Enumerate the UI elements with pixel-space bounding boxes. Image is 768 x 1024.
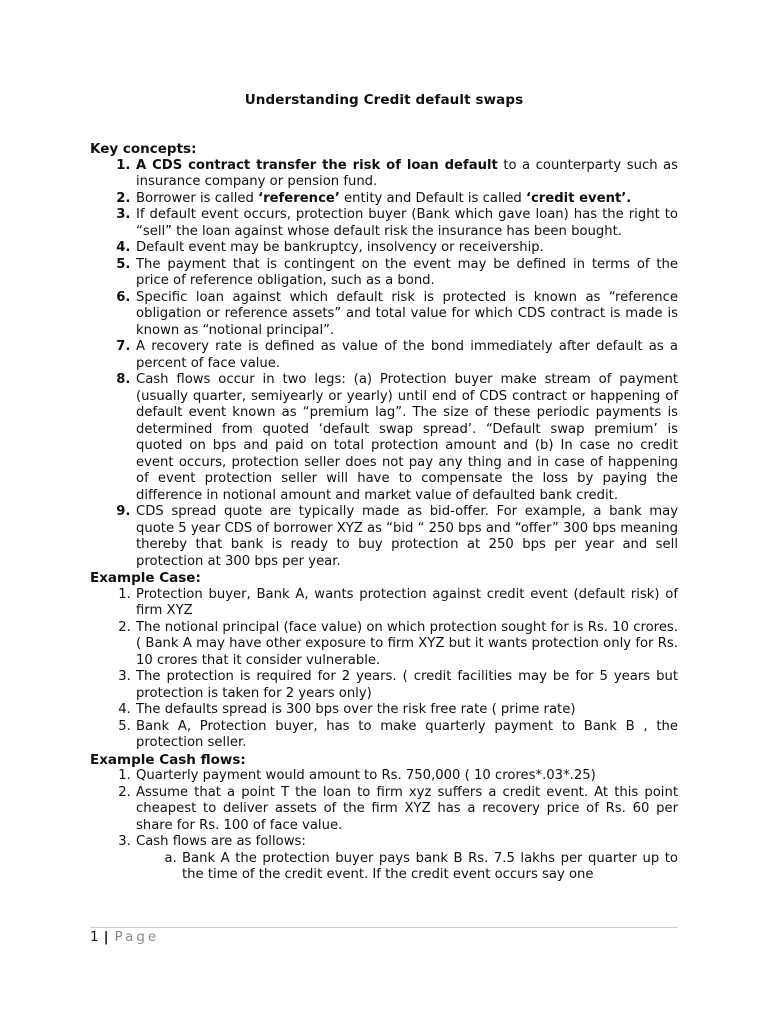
document-body — [90, 141, 678, 884]
list-item: 3. If default event occurs, protection buyer (Bank which gave loan) has the right to “sell” the loan against whose default risk the insurance has been bought. — [135, 207, 678, 240]
list-item: 5. Bank A, Protection buyer, has to make quarterly payment to Bank B , the protection seller. — [135, 719, 678, 752]
sub-list-item: a. Bank A the protection buyer pays bank B Rs. 7.5 lakhs per quarter up to the time of the credit event. If the credit event occurs say one — [181, 851, 678, 884]
example-cash-flows-heading: Example Cash flows: — [90, 751, 246, 768]
list-item: 1. Quarterly payment would amount to Rs. 750,000 ( 10 crores*.03*.25) — [135, 768, 678, 785]
example-cash-flows-list — [90, 768, 678, 884]
example-case-heading: Example Case: — [90, 570, 201, 586]
footer-divider — [90, 927, 678, 928]
list-item: 2. Assume that a point T the loan to firm xyz suffers a credit event. At this point cheapest to deliver assets of the firm XYZ has a recovery price of Rs. 60 per share for Rs. 100 of face value. — [135, 785, 678, 835]
example-case-list — [90, 587, 678, 752]
list-item: 2. Borrower is called ‘reference’ entity and Default is called ‘credit event’. — [135, 191, 678, 208]
list-item: 7. A recovery rate is defined as value of the bond immediately after default as a percent of face value. — [135, 339, 678, 372]
list-item: 4. The defaults spread is 300 bps over the risk free rate ( prime rate) — [135, 702, 678, 719]
list-item: 9. CDS spread quote are typically made as bid-offer. For example, a bank may quote 5 year CDS of borrower XYZ as “bid “ 250 bps and “offer” 300 bps meaning thereby that bank is ready to buy protection at 250 bps per year and sell protection at 300 bps per year. — [135, 504, 678, 570]
document-title: Understanding Credit default swaps — [244, 92, 524, 108]
cash-flows-sub-list — [136, 851, 678, 884]
page-label: Page — [114, 929, 160, 945]
footer-separator: | — [103, 929, 109, 945]
list-item: 6. Specific loan against which default risk is protected is known as “reference obligation or reference assets” and total value for which CDS contract is made is known as “notional principal”. — [135, 290, 678, 340]
list-item: 3. Cash flows are as follows: a. Bank A the protection buyer pays bank B Rs. 7.5 lakhs per quarter up to the time of the credit event. If the credit event occurs say one — [135, 834, 678, 884]
list-item: 8. Cash flows occur in two legs: (a) Protection buyer make stream of payment (usually quarter, semiyearly or yearly) until end of CDS contract or happening of default event known as “premium lag”. The size of these periodic payments is determined from quoted ‘default swap spread’. “Default swap premium’ is quoted on bps and paid on total protection amount and (b) In case no credit event occurs, protection seller does not pay any thing and in case of happening of event protection seller will have to compensate the loss by paying the difference in notional amount and market value of defaulted bank credit. — [135, 372, 678, 504]
key-concepts-heading: Key concepts: — [90, 141, 197, 157]
list-item: 1. A CDS contract transfer the risk of loan default to a counterparty such as insurance company or pension fund. — [135, 158, 678, 191]
list-item: 1. Protection buyer, Bank A, wants protection against credit event (default risk) of firm XYZ — [135, 587, 678, 620]
page-footer — [90, 929, 159, 945]
key-concepts-list — [90, 158, 678, 571]
page-number: 1 — [90, 929, 99, 945]
list-item: 4. Default event may be bankruptcy, insolvency or receivership. — [135, 240, 678, 257]
list-item: 3. The protection is required for 2 years. ( credit facilities may be for 5 years but protection is taken for 2 years only) — [135, 669, 678, 702]
list-item: 5. The payment that is contingent on the event may be defined in terms of the price of reference obligation, such as a bond. — [135, 257, 678, 290]
list-item: 2. The notional principal (face value) on which protection sought for is Rs. 10 crores. ( Bank A may have other exposure to firm XYZ but it wants protection only for Rs. 10 crores that it consider vulnerable. — [135, 620, 678, 670]
